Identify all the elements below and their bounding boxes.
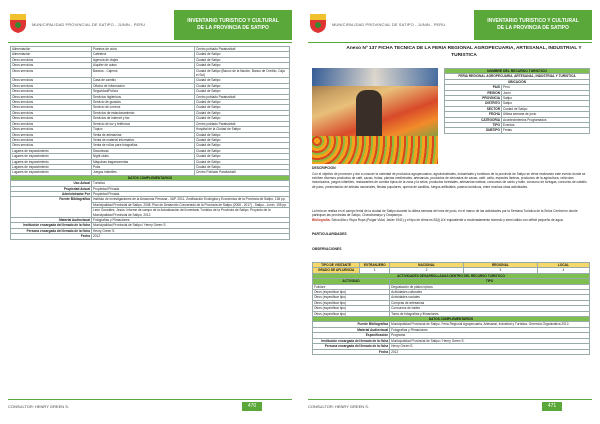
service-category: Alimentación	[11, 47, 92, 52]
info-value: Eventos	[502, 123, 590, 128]
service-category: Lugares de esparcimiento	[11, 170, 92, 175]
info-key: TIPO	[445, 123, 502, 128]
service-category: Otros servicios	[11, 121, 92, 126]
right-page	[304, 6, 596, 416]
affluence-value: 2	[390, 268, 464, 273]
activity-col-header: ACTIVIDAD	[313, 279, 390, 284]
service-location: Ciudad de Satipo	[195, 57, 290, 62]
service-location: Centro poblado Paratushiali	[195, 94, 290, 99]
service-category: Lugares de esparcimiento	[11, 154, 92, 159]
inventory-banner: INVENTARIO TURISTICO Y CULTURAL DE LA PROVINCIA DE SATIPO	[174, 10, 292, 40]
description-text: Con el objetivo de promover y dar a conocer la variedad de productos agropecuarios, agroindustriales, industriales y turísticos de la provincia de Satipo se viene realizando este evento donde se exhiben diversos productos de café, cacao, frutas, plantas medicinales, artesanías, productos de derivados de cacao, café, caña, especies lácteos, productos de la agricultura, vehículos motorizados, juegos infantiles, restaurantes de comida típica de la zona y la selva, productos forestales, artesanías nativas, concursos de canto y baile, concurso de tortugas, concurso de caballo de paso, presentación de artistas nacionales, fiestas populares, quema de castillos, fuegos artificiales, paseos turísticos, entre muchas otras actividades.	[312, 172, 587, 189]
service-location: Ciudad de Satipo	[195, 137, 290, 142]
service-category: Otros servicios	[11, 78, 92, 83]
service-type: Cafetería	[92, 52, 195, 57]
page-header	[8, 10, 292, 40]
service-type: Oficina de información	[92, 83, 195, 88]
service-type: Alquiler de autos	[92, 63, 195, 68]
service-category: Otros servicios	[11, 100, 92, 105]
info-value: Satipo	[502, 96, 590, 101]
description-bibliography: Bibliografía: Selva Alta o Rupa Rupa (Pulgar Vidal, Javier 1941) y el tipo de clima es B1(i) A'a' equivalente a moderadamente húmedo y semi cálido con déficit pequeño de agua.	[312, 218, 564, 222]
municipality-name: MUNICIPALIDAD PROVINCIAL DE SATIPO - JUNIN - PERU	[332, 22, 446, 27]
service-location: Ciudad de Satipo	[195, 143, 290, 148]
service-type: Venta de material informativo	[92, 137, 195, 142]
description-label: DESCRIPCION	[312, 166, 336, 170]
service-location: Ciudad de Satipo	[195, 164, 290, 169]
info-key: PROVINCIA	[445, 96, 502, 101]
municipality-name: MUNICIPALIDAD PROVINCIAL DE SATIPO - JUNIN - PERU	[32, 22, 146, 27]
page-number: 471	[542, 402, 562, 411]
service-location: Centro poblado Paratushiali	[195, 121, 290, 126]
service-location: Ciudad de Satipo	[195, 132, 290, 137]
service-type: Servicio de guiados	[92, 100, 195, 105]
visitor-col-header: REGIONAL	[463, 263, 537, 268]
service-location: Ciudad de Satipo	[195, 52, 290, 57]
particularidades-label: PARTICULARIDADES	[312, 232, 347, 236]
service-category: Otros servicios	[11, 105, 92, 110]
service-type: Seguridad/Policía	[92, 89, 195, 94]
visitor-col-header: LOCAL	[537, 263, 589, 268]
info-value: Satipo	[502, 101, 590, 106]
municipality-crest-icon	[8, 12, 28, 34]
resource-name: FERIA REGIONAL AGROPECUARIA, ARTESANAL, INDUSTRIAL Y TURISTICA	[445, 74, 590, 79]
service-category: Otros servicios	[11, 110, 92, 115]
info-key: SECTOR	[445, 106, 502, 111]
table-row	[11, 68, 290, 78]
service-category: Lugares de esparcimiento	[11, 159, 92, 164]
info-key: FECHA	[445, 112, 502, 117]
service-location: Centro poblado Paratushiali	[195, 47, 290, 52]
service-location: Centro Poblado Paratushiali	[195, 170, 290, 175]
activity-name: Otros (especificar tipo)	[313, 290, 390, 295]
observaciones-label: OBSERVACIONES	[312, 247, 342, 251]
info-key: PAIS	[445, 85, 502, 90]
consultant-credit: CONSULTOR: HENRY GREEN S.	[308, 404, 370, 409]
service-location: Ciudad de Satipo	[195, 154, 290, 159]
affluence-value: 4	[537, 268, 589, 273]
service-type: Servicio de luz y teléfonos	[92, 121, 195, 126]
service-location: Ciudad de Satipo	[195, 116, 290, 121]
service-category: Otros servicios	[11, 132, 92, 137]
page-title: Anexo Nº 137 FICHA TECNICA DE LA FERIA REGIONAL AGROPECUARIA, ARTESANAL, INDUSTRIAL Y TURISTICA	[346, 46, 582, 58]
info-value: Ciudad de Satipo	[502, 106, 590, 111]
service-type: Casa de cambio	[92, 78, 195, 83]
activity-name: Otros (especificar tipo)	[313, 295, 390, 300]
info-key: CATEGORIA	[445, 117, 502, 122]
info-value: Ferias	[502, 128, 590, 133]
service-location: Ciudad de Satipo	[195, 83, 290, 88]
service-type: Venta de rollos para fotografías	[92, 143, 195, 148]
activity-type: Toma de fotografías y filmaciones	[390, 311, 590, 316]
service-location: Ciudad de Satipo	[195, 63, 290, 68]
header-rule	[8, 42, 292, 43]
service-category: Lugares de esparcimiento	[11, 148, 92, 153]
service-type: Discotecas	[92, 148, 195, 153]
page-number: 470	[242, 402, 262, 411]
activity-type: Actividades sociales	[390, 295, 590, 300]
service-location: Ciudad de Satipo	[195, 148, 290, 153]
service-type: Agencia de viajes	[92, 57, 195, 62]
service-type: Bancos - Cajeros	[92, 68, 195, 78]
header-rule	[308, 42, 592, 43]
inventory-banner: INVENTARIO TURISTICO Y CULTURAL DE LA PROVINCIA DE SATIPO	[474, 10, 592, 40]
service-type: Servicio de correos	[92, 105, 195, 110]
complement-header: DATOS COMPLEMENTARIOS	[11, 175, 290, 180]
resource-info-table: NOMBRE DEL RECURSO TURISTICO FERIA REGIONAL AGROPECUARIA, ARTESANAL, INDUSTRIAL Y TURISTICA UBICACIÓN PAIS Perú REGION Junín PROVINCIA Satipo DISTRITO Satipo SECTOR Ciudad de Satipo FECHA Última semana de junio CATEGORIA Acontecimientos Programados TIPO Eventos SUBTIPO Ferias	[444, 68, 590, 134]
info-value: Última semana de junio	[502, 112, 590, 117]
service-category: Otros servicios	[11, 116, 92, 121]
service-category: Otros servicios	[11, 89, 92, 94]
activity-type: Actividades culturales	[390, 290, 590, 295]
service-category: Otros servicios	[11, 63, 92, 68]
info-value: Acontecimientos Programados	[502, 117, 590, 122]
service-type: Pubs	[92, 164, 195, 169]
service-location: Ciudad de Satipo	[195, 105, 290, 110]
info-key: REGION	[445, 90, 502, 95]
visitor-col-header: EXTRANJERO	[360, 263, 390, 268]
service-location: Ciudad de Satipo	[195, 159, 290, 164]
page-footer	[8, 399, 292, 412]
service-category: Otros servicios	[11, 127, 92, 132]
page-header	[308, 10, 592, 40]
service-category: Otros servicios	[11, 68, 92, 78]
service-location: Hospital de la Ciudad de Satipo	[195, 127, 290, 132]
municipality-crest-icon	[308, 12, 328, 34]
service-type: Night clubs	[92, 154, 195, 159]
description-text-2: La feria se realiza en el campo ferial de la ciudad de Satipo durante la última semana del mes de junio, en el marco de las actividades por la Semana Turística de la Selva Central en donde participan las provincias de Satipo, Chanchamayo y Oxapampa.	[312, 209, 578, 218]
info-key: DISTRITO	[445, 101, 502, 106]
service-type: Servicios de estacionamiento	[92, 110, 195, 115]
service-location: Ciudad de Satipo (Banco de la Nación, Banco de Crédito, Caja el Sol)	[195, 68, 290, 78]
activity-type: Degustación de platos típicos	[390, 284, 590, 289]
visitor-col-header: TIPO DE VISITANTE	[313, 263, 360, 268]
service-type: Máquinas tragamonedas	[92, 159, 195, 164]
service-type: Tópico	[92, 127, 195, 132]
visitor-col-header: NACIONAL	[390, 263, 464, 268]
activity-name: Otros (especificar tipo)	[313, 311, 390, 316]
affluence-activities-table: TIPO DE VISITANTE EXTRANJERO NACIONAL REGIONAL LOCAL GRADO DE AFLUENCIA 1 2 3 4 ACTIVIDADES DESARROLLADAS DENTRO DEL RECURSO TURISTICO ACTIVIDAD TIPO Folclore Degustación de platos típicos Otros (especificar tipo) Actividades culturales Otros (especificar tipo) Actividades sociales Otros (especificar tipo) Compras de artesanías Otros (especificar tipo) Concursos de bailes Otros (especificar tipo) Toma de fotografías y filmaciones DATOS COMPLEMENTARIOS Fuente Bibliográfica Municipalidad Provincial de Satipo. Feria Regional Agropecuaria, Artesanal, Industrial y Turística. Gerencia Organizativa 2012. Material Audiovisual Fotografías y Filmaciones Especificación Programa Institución encargada del llenado de la ficha Municipalidad Provincial de Satipo / Henry Green S. Persona encargada del llenado de la ficha Henry Green S. Fecha 2012	[312, 262, 590, 355]
service-location: Ciudad de Satipo	[195, 100, 290, 105]
affluence-value: 1	[360, 268, 390, 273]
service-location: Ciudad de Satipo	[195, 89, 290, 94]
info-key: SUBTIPO	[445, 128, 502, 133]
activity-name: Folclore	[313, 284, 390, 289]
service-type: Servicios de internet y fax	[92, 116, 195, 121]
service-category: Otros servicios	[11, 83, 92, 88]
service-location: Ciudad de Satipo	[195, 78, 290, 83]
service-category: Otros servicios	[11, 143, 92, 148]
service-category: Alimentación	[11, 52, 92, 57]
consultant-credit: CONSULTOR: HENRY GREEN S.	[8, 404, 70, 409]
info-value: Junín	[502, 90, 590, 95]
affluence-value: 3	[463, 268, 537, 273]
service-type: Servicios higiénicos	[92, 94, 195, 99]
service-category: Otros servicios	[11, 94, 92, 99]
activity-name: Otros (especificar tipo)	[313, 306, 390, 311]
market-photo	[312, 68, 438, 164]
activity-type: Compras de artesanías	[390, 300, 590, 305]
activity-col-header: TIPO	[390, 279, 590, 284]
activity-type: Concursos de bailes	[390, 306, 590, 311]
service-type: Venta de artesanías	[92, 132, 195, 137]
left-page	[4, 6, 296, 416]
info-value: Perú	[502, 85, 590, 90]
service-type: Juegos infantiles	[92, 170, 195, 175]
service-category: Otros servicios	[11, 137, 92, 142]
service-category: Otros servicios	[11, 57, 92, 62]
service-category: Lugares de esparcimiento	[11, 164, 92, 169]
activity-name: Otros (especificar tipo)	[313, 300, 390, 305]
service-type: Puestos de cuba	[92, 47, 195, 52]
page-footer	[308, 399, 592, 412]
service-location: Ciudad de Satipo	[195, 110, 290, 115]
info-row	[445, 128, 590, 133]
services-table: Alimentación Puestos de cuba Centro poblado Paratushiali Alimentación Cafetería Ciudad de Satipo Otros servicios Agencia de viajes Ciudad de Satipo Otros servicios Alquiler de autos Ciudad de Satipo Otros servicios Bancos - Cajeros Ciudad de Satipo (Banco de la Nación, Banco de Crédito, Caja el Sol) Otros servicios Casa de cambio Ciudad de Satipo Otros servicios Oficina de información Ciudad de Satipo Otros servicios Seguridad/Policía Ciudad de Satipo Otros servicios Servicios higiénicos Centro poblado Paratushiali Otros servicios Servicio de guiados Ciudad de Satipo Otros servicios Servicio de correos Ciudad de Satipo Otros servicios Servicios de estacionamiento Ciudad de Satipo Otros servicios Servicios de internet y fax Ciudad de Satipo Otros servicios Servicio de luz y teléfonos Centro poblado Paratushiali Otros servicios Tópico Hospital de la Ciudad de Satipo Otros servicios Venta de artesanías Ciudad de Satipo Otros servicios Venta de material informativo Ciudad de Satipo Otros servicios Venta de rollos para fotografías Ciudad de Satipo Lugares de esparcimiento Discotecas Ciudad de Satipo Lugares de esparcimiento Night clubs Ciudad de Satipo Lugares de esparcimiento Máquinas tragamonedas Ciudad de Satipo Lugares de esparcimiento Pubs Ciudad de Satipo Lugares de esparcimiento Juegos infantiles Centro Poblado Paratushiali DATOS COMPLEMENTARIOS Uso Actual Turístico Propiedad Actual Propiedad Privada Administrador Por Propiedad Privada Fuente Bibliográfica Instituto de Investigaciones de la Amazonía Peruana - IIAP. 2011. Zonificación Ecológica y Económica de la Provincia de Satipo, 136 pp. Municipalidad Provincial de Satipo. 2008. Plan de Desarrollo Concertado de la Provincia de Satipo (2008 - 2017) - Satipo - Junín, 195 pp. León González, Jesús. Informe de campo de la Actualización del Inventario Turístico de la Provincia de Satipo. Proyecto de la Municipalidad Provincial de Satipo, 2012. Material Audiovisual Fotografías y Filmaciones Institución encargada del llenado de la ficha Municipalidad Provincial de Satipo / Henry Green S. Persona encargada del llenado de la ficha Henry Green S. Fecha 2012	[10, 46, 290, 240]
